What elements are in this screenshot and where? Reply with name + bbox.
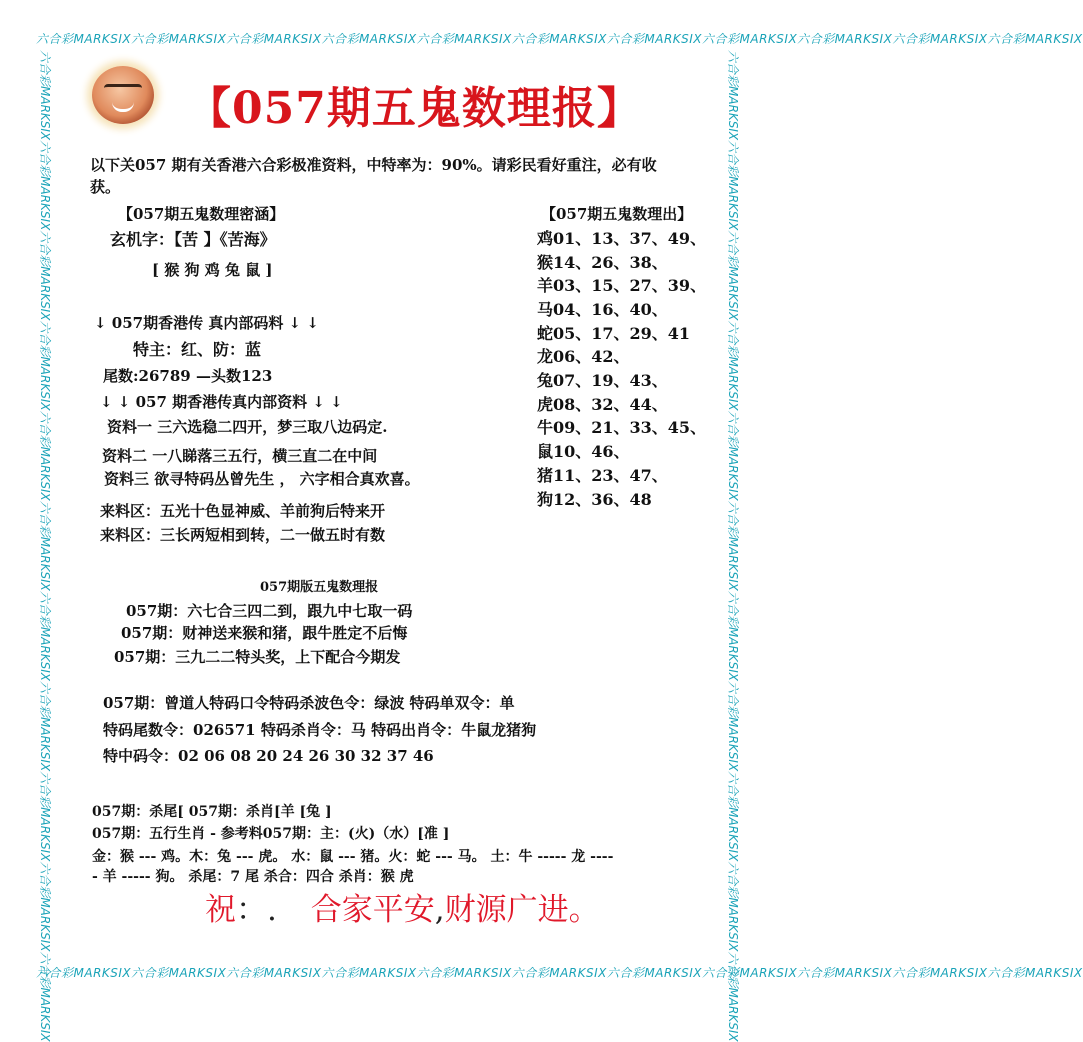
tips-line-2: 特码尾数令：026571 特码杀肖令：马 特码出肖令：牛鼠龙猪狗: [103, 721, 537, 739]
hk-source-2: 来料区：三长两短相到转，二一做五时有数: [100, 526, 386, 544]
blessing: [205, 884, 600, 929]
logo-portrait: [92, 66, 154, 124]
hk-heading-2: ↓ ↓ 057 期香港传真内部资料 ↓ ↓: [100, 393, 343, 411]
hk-data-2: 资料二 一八睇落三五行，横三直二在中间: [102, 447, 378, 465]
numbers-row: 蛇05、17、29、41: [537, 324, 691, 343]
page-title: 【057期五鬼数理报】: [187, 83, 642, 134]
hk-tail: 尾数:26789 —头数123: [103, 367, 273, 385]
intro-line-1: 以下关057 期有关香港六合彩极准资料，中特率为：90%。请彩民看好重注，必有收: [90, 156, 657, 174]
hk-data-3: 资料三 欲寻特码丛曾先生 ， 六字相合真欢喜。: [104, 470, 420, 488]
numbers-row: 鸡01、13、37、49、: [537, 229, 707, 248]
kills-line-2: 057期：五行生肖 - 参考料057期：主：(火)（水）[准 ]: [92, 826, 450, 842]
border-watermark-bottom: 六合彩MARKSIX六合彩MARKSIX六合彩MARKSIX六合彩MARKSIX六合彩MARKSIX六合彩MARKSIX六合彩MARKSIX六合彩MARKSIX六合彩MARKSIX六合彩MARKSIX六合彩MARKSIX: [36, 966, 1083, 980]
blessing-separator-2: ,: [434, 892, 445, 928]
kills-line-3: 金：猴 --- 鸡。木：兔 --- 虎。 水：鼠 --- 猪。火：蛇 --- 马。 土：牛 ----- 龙 ----: [92, 849, 614, 865]
intro-line-2: 获。: [90, 178, 121, 196]
blessing-part-3: 财源广进: [444, 892, 569, 928]
border-watermark-left: 六合彩MARKSIX六合彩MARKSIX六合彩MARKSIX六合彩MARKSIX六合彩MARKSIX六合彩MARKSIX六合彩MARKSIX六合彩MARKSIX六合彩MARKSIX六合彩MARKSIX六合彩MARKSIX: [38, 50, 52, 1042]
numbers-row: 龙06、42、: [537, 347, 630, 366]
numbers-row: 羊03、15、27、39、: [537, 276, 707, 295]
kills-line-4: - 羊 ----- 狗。 杀尾：7 尾 杀合：四合 杀肖：猴 虎: [92, 869, 414, 885]
secret-heading: 【057期五鬼数理密涵】: [118, 205, 285, 223]
numbers-row: 猴14、26、38、: [537, 253, 668, 272]
border-watermark-top: 六合彩MARKSIX六合彩MARKSIX六合彩MARKSIX六合彩MARKSIX六合彩MARKSIX六合彩MARKSIX六合彩MARKSIX六合彩MARKSIX六合彩MARKSIX六合彩MARKSIX六合彩MARKSIX: [36, 32, 1083, 46]
edition-line-3: 057期：三九二二特头奖，上下配合今期发: [114, 648, 401, 666]
numbers-row: 牛09、21、33、45、: [537, 418, 707, 437]
edition-line-1: 057期：六七合三四二到，跟九中七取一码: [126, 602, 413, 620]
numbers-row: 猪11、23、47、: [537, 466, 668, 485]
hk-heading-1: ↓ 057期香港传 真内部码料 ↓ ↓: [94, 314, 319, 332]
edition-line-2: 057期：财神送来猴和猪，跟牛胜定不后悔: [121, 624, 408, 642]
secret-xuanji: 玄机字：【苦 】《苦海》: [110, 230, 276, 249]
numbers-row: 马04、16、40、: [537, 300, 668, 319]
blessing-separator-1: ：.: [236, 892, 277, 928]
secret-animals: [ 猴 狗 鸡 兔 鼠 ]: [152, 261, 273, 279]
blessing-part-1: 祝: [205, 892, 236, 928]
numbers-row: 鼠10、46、: [537, 442, 630, 461]
tips-line-3: 特中码令：02 06 08 20 24 26 30 32 37 46: [103, 747, 434, 765]
numbers-row: 兔07、19、43、: [537, 371, 668, 390]
numbers-heading: 【057期五鬼数理出】: [541, 205, 693, 223]
kills-line-1: 057期：杀尾[ 057期：杀肖[羊 [兔 ]: [92, 804, 332, 820]
hk-source-1: 来料区：五光十色显神威、羊前狗后特来开: [100, 502, 386, 520]
edition-heading: 057期版五鬼数理报: [260, 580, 379, 595]
tips-line-1: 057期：曾道人特码口令特码杀波色令：绿波 特码单双令：单: [103, 694, 515, 712]
blessing-part-2: 合家平安: [310, 892, 435, 928]
blessing-end: 。: [568, 892, 600, 928]
border-watermark-right: 六合彩MARKSIX六合彩MARKSIX六合彩MARKSIX六合彩MARKSIX六合彩MARKSIX六合彩MARKSIX六合彩MARKSIX六合彩MARKSIX六合彩MARKSIX六合彩MARKSIX六合彩MARKSIX: [726, 50, 740, 1042]
hk-data-1: 资料一 三六选稳二四开，梦三取八边码定.: [107, 418, 388, 436]
numbers-row: 狗12、36、48: [537, 490, 652, 509]
numbers-row: 虎08、32、44、: [537, 395, 668, 414]
hk-special: 特主：红、防：蓝: [133, 340, 262, 359]
